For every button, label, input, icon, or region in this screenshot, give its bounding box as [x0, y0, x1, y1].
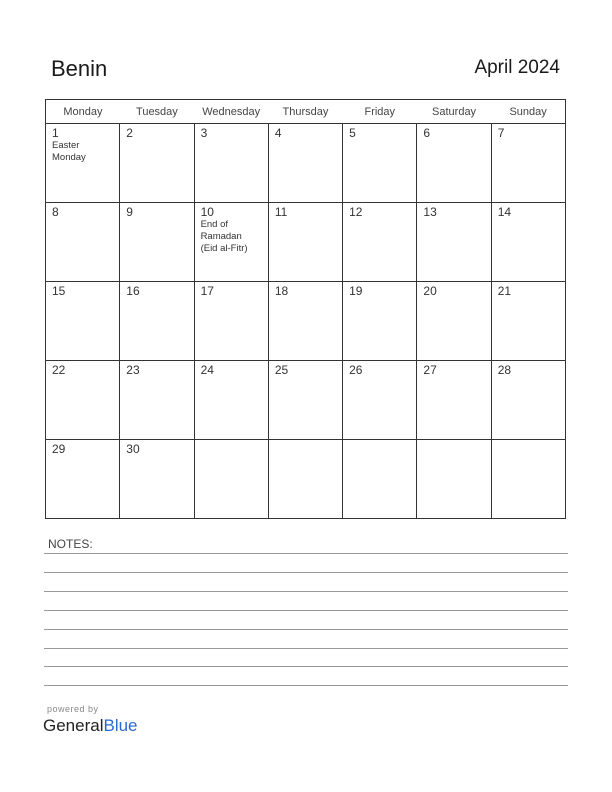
note-line: [44, 648, 568, 649]
calendar-day-cell: [417, 203, 491, 282]
day-number: 1: [52, 126, 59, 140]
weekday-header-friday: Friday: [343, 100, 417, 124]
calendar-day-cell: [120, 361, 194, 440]
notes-label: NOTES:: [48, 537, 93, 551]
day-number: 4: [274, 126, 282, 140]
calendar-week-row: [46, 282, 566, 361]
month-year-title: April 2024: [474, 57, 560, 78]
note-line: [44, 572, 568, 573]
day-number: 22: [52, 363, 66, 377]
calendar-day-cell: [491, 203, 565, 282]
brand-logo: [43, 716, 138, 736]
calendar-week-row: [46, 203, 566, 282]
note-line: [44, 553, 568, 554]
calendar-day-cell: [268, 282, 342, 361]
day-number: 21: [497, 284, 512, 298]
weekday-header-saturday: Saturday: [417, 100, 491, 124]
calendar-day-cell: [417, 282, 491, 361]
calendar-week-row: [46, 361, 566, 440]
day-number: 19: [349, 284, 363, 298]
day-number: 16: [126, 284, 140, 298]
note-line: [44, 591, 568, 592]
holiday-label: Easter: [52, 140, 80, 151]
calendar-day-cell: [491, 361, 565, 440]
weekday-header-monday: Monday: [46, 100, 120, 124]
day-number: 26: [349, 363, 363, 377]
calendar-day-cell: [491, 282, 565, 361]
calendar-day-cell: [46, 361, 120, 440]
calendar-day-cell: [46, 282, 120, 361]
calendar-day-cell: [194, 203, 268, 282]
note-line: [44, 666, 568, 667]
calendar-day-cell: [268, 361, 342, 440]
calendar-week-row: [46, 124, 566, 203]
day-number: 8: [52, 205, 59, 219]
day-number: 6: [423, 126, 431, 140]
day-number: 3: [200, 126, 208, 140]
day-number: 12: [349, 205, 363, 219]
calendar-day-cell: [120, 203, 194, 282]
calendar-day-cell: [417, 361, 491, 440]
weekday-header-thursday: Thursday: [268, 100, 342, 124]
day-number: 14: [497, 205, 512, 219]
day-number: 30: [126, 442, 140, 456]
weekday-header-row: [46, 100, 566, 124]
calendar-day-cell: [194, 124, 268, 203]
calendar-day-cell: [194, 282, 268, 361]
calendar-day-cell: [194, 361, 268, 440]
brand-logo-general: General: [43, 716, 104, 735]
calendar-day-cell: [343, 282, 417, 361]
day-number: 2: [126, 126, 133, 140]
weekday-header-sunday: Sunday: [491, 100, 565, 124]
powered-by-text: powered by: [47, 704, 99, 714]
day-number: 5: [349, 126, 356, 140]
calendar-day-cell: [343, 361, 417, 440]
holiday-label: Monday: [52, 152, 86, 163]
country-title: Benin: [51, 56, 108, 81]
calendar-day-cell: [491, 440, 565, 519]
note-line: [44, 610, 568, 611]
calendar-day-cell: [343, 124, 417, 203]
calendar-grid: [45, 99, 566, 519]
day-number: 28: [497, 363, 512, 377]
calendar-day-cell: [46, 203, 120, 282]
calendar-day-cell: [417, 440, 491, 519]
day-number: 27: [423, 363, 437, 377]
calendar-week-row: [46, 440, 566, 519]
day-number: 9: [126, 205, 133, 219]
brand-logo-blue: Blue: [103, 716, 138, 735]
calendar-day-cell: [120, 440, 194, 519]
calendar-day-cell: [268, 440, 342, 519]
calendar-day-cell: [268, 124, 342, 203]
day-number: 24: [200, 363, 214, 377]
calendar-day-cell: [343, 203, 417, 282]
day-number: 25: [274, 363, 289, 377]
weekday-header-wednesday: Wednesday: [194, 100, 268, 124]
calendar-day-cell: [194, 440, 268, 519]
note-line: [44, 629, 568, 630]
calendar-day-cell: [120, 124, 194, 203]
day-number: 23: [126, 363, 140, 377]
day-number: 17: [200, 284, 214, 298]
calendar-day-cell: [46, 124, 120, 203]
day-number: 29: [52, 442, 66, 456]
weekday-header-tuesday: Tuesday: [120, 100, 194, 124]
calendar-day-cell: [491, 124, 565, 203]
day-number: 11: [274, 205, 288, 219]
calendar-day-cell: [417, 124, 491, 203]
calendar-day-cell: [268, 203, 342, 282]
calendar-day-cell: [46, 440, 120, 519]
holiday-label: (Eid al-Fitr): [200, 243, 248, 254]
calendar-day-cell: [120, 282, 194, 361]
day-number: 13: [423, 205, 437, 219]
holiday-label: End of: [200, 219, 229, 230]
note-line: [44, 685, 568, 686]
day-number: 20: [423, 284, 437, 298]
holiday-label: Ramadan: [200, 231, 242, 242]
day-number: 18: [274, 284, 289, 298]
calendar-day-cell: [343, 440, 417, 519]
day-number: 15: [52, 284, 66, 298]
day-number: 10: [200, 205, 214, 219]
day-number: 7: [497, 126, 505, 140]
